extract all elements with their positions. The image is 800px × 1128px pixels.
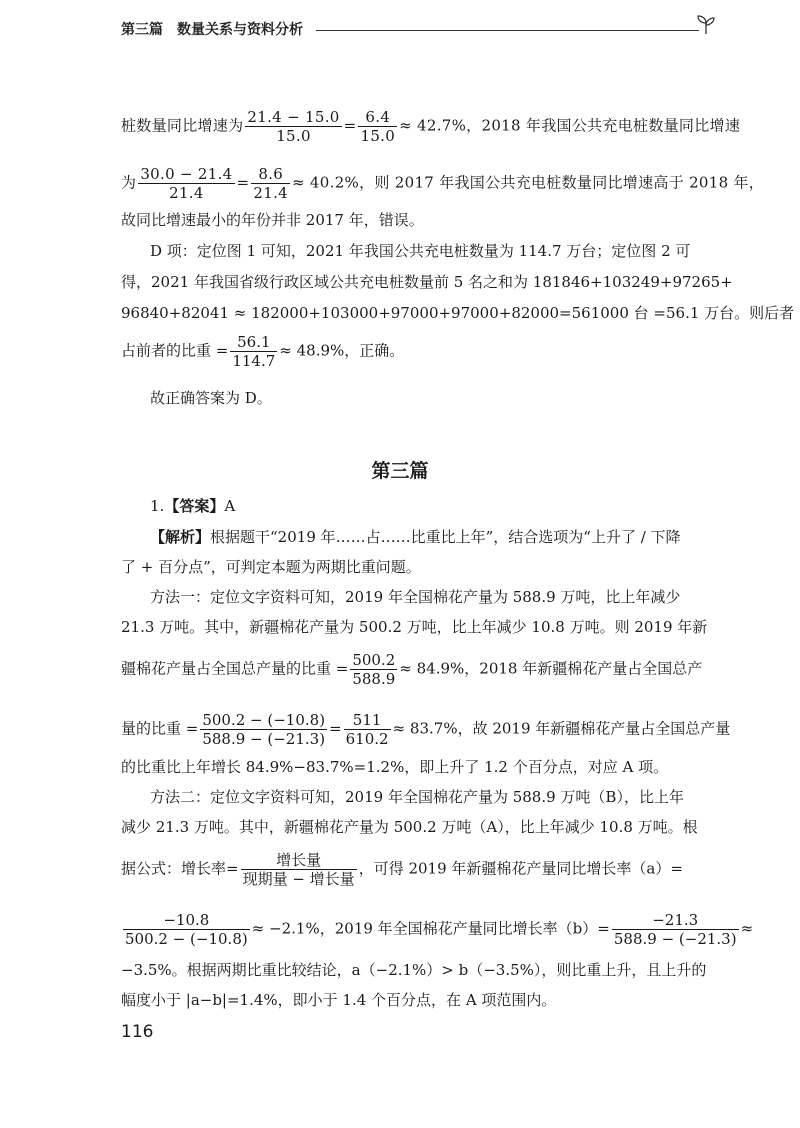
fraction-denominator: 588.9 − (−21.3)	[613, 930, 737, 948]
text-line	[121, 333, 404, 370]
fraction-numerator: −21.3	[652, 911, 699, 929]
fraction	[358, 108, 397, 145]
analysis-label: 【解析】	[150, 528, 211, 546]
text-run: =	[343, 116, 357, 135]
text-run: 为	[121, 173, 137, 192]
text-line: 故正确答案为 D。	[150, 389, 272, 407]
text-run: ≈	[740, 919, 754, 938]
header-rule	[316, 30, 699, 31]
fraction-numerator: 500.2 − (−10.8)	[202, 711, 326, 729]
text-line	[121, 851, 683, 888]
text-run: 根据题干“2019 年……占……比重比上年”，结合选项为“上升了 / 下降	[210, 528, 681, 546]
running-header-text	[121, 19, 303, 39]
page-number: 116	[121, 1022, 154, 1042]
answer-line	[150, 496, 235, 516]
text-line	[150, 527, 681, 547]
text-run: 量的比重 =	[121, 719, 199, 738]
fraction	[251, 165, 290, 202]
text-line	[121, 711, 730, 748]
header-title: 数量关系与资料分析	[177, 22, 303, 38]
text-line: 幅度小于 |a−b|=1.4%，即小于 1.4 个百分点，在 A 项范围内。	[121, 991, 557, 1009]
text-line: 的比重比上年增长 84.9%−83.7%=1.2%，即上升了 1.2 个百分点，对应 A 项。	[121, 758, 669, 776]
fraction-denominator: 21.4	[138, 183, 234, 202]
fraction	[230, 333, 277, 370]
fraction-denominator: 现期量 − 增长量	[242, 870, 355, 888]
text-line	[121, 651, 702, 688]
text-run: ≈ 42.7%，2018 年我国公共充电桩数量同比增速	[399, 116, 741, 135]
text-line: 21.3 万吨。其中，新疆棉花产量为 500.2 万吨，比上年减少 10.8 万吨。则 2019 年新	[121, 618, 708, 636]
text-run: =	[236, 173, 250, 192]
fraction-numerator: 6.4	[365, 108, 391, 126]
running-header	[121, 17, 721, 47]
answer-value: A	[224, 497, 236, 515]
sprout-icon	[695, 13, 717, 35]
fraction	[245, 108, 341, 145]
text-line: 了 + 百分点”，可判定本题为两期比重问题。	[121, 558, 421, 576]
text-line: 减少 21.3 万吨。其中，新疆棉花产量为 500.2 万吨（A），比上年减少 10.8 万吨。根	[121, 818, 698, 836]
fraction-numerator: 56.1	[237, 333, 271, 351]
fraction-numerator: 8.6	[258, 165, 284, 183]
text-line	[121, 108, 740, 145]
text-run: 据公式：增长率=	[121, 859, 239, 878]
text-run: 占前者的比重 =	[121, 341, 229, 360]
fraction-denominator: 588.9	[352, 670, 396, 688]
fraction	[138, 165, 234, 202]
fraction-denominator: 588.9 − (−21.3)	[202, 730, 326, 748]
text-line	[121, 165, 764, 202]
text-line: 故同比增速最小的年份并非 2017 年，错误。	[121, 211, 424, 229]
fraction	[612, 911, 739, 948]
fraction-numerator: −10.8	[163, 911, 210, 929]
fraction-denominator: 15.0	[360, 127, 396, 145]
text-run: ≈ 84.9%，2018 年新疆棉花产量占全国总产	[399, 659, 703, 678]
text-run: =	[329, 719, 342, 738]
text-line: 96840+82041 ≈ 182000+103000+97000+97000+82000=561000 台 =56.1 万台。则后者	[121, 304, 795, 322]
text-run: ≈ 83.7%，故 2019 年新疆棉花产量占全国总产量	[392, 719, 731, 738]
text-line	[121, 911, 753, 948]
text-run: ≈ 40.2%，则 2017 年我国公共充电桩数量同比增速高于 2018 年，	[292, 173, 765, 192]
fraction	[344, 711, 391, 748]
text-line: D 项：定位图 1 可知，2021 年我国公共充电桩数量为 114.7 万台；定位图 2 可	[150, 242, 691, 260]
header-part: 第三篇	[121, 22, 163, 38]
fraction	[123, 911, 250, 948]
fraction	[350, 651, 397, 688]
answer-label: 【答案】	[164, 497, 225, 515]
text-line: 得，2021 年我国省级行政区域公共充电桩数量前 5 名之和为 181846+103249+97265+	[121, 273, 733, 291]
text-run: 桩数量同比增速为	[121, 116, 244, 135]
section-title: 第三篇	[371, 460, 429, 482]
fraction-denominator: 21.4	[253, 184, 288, 202]
text-run: ≈ 48.9%，正确。	[279, 341, 405, 360]
fraction	[241, 851, 357, 888]
fraction-denominator: 114.7	[232, 352, 276, 370]
question-number: 1.	[150, 497, 165, 515]
fraction-denominator: 610.2	[345, 730, 389, 748]
text-line: 方法一：定位文字资料可知，2019 年全国棉花产量为 588.9 万吨，比上年减少	[150, 588, 681, 606]
text-run: ，可得 2019 年新疆棉花产量同比增长率（a）=	[358, 859, 683, 878]
fraction-denominator: 500.2 − (−10.8)	[125, 930, 248, 948]
fraction	[200, 711, 327, 748]
text-line: −3.5%。根据两期比重比较结论，a（−2.1%）> b（−3.5%），则比重上升，且上升的	[121, 961, 707, 979]
fraction-numerator: 500.2	[352, 651, 396, 669]
fraction-numerator: 增长量	[276, 851, 322, 869]
fraction-numerator: 511	[352, 711, 382, 729]
fraction-numerator: 21.4 − 15.0	[247, 108, 340, 126]
fraction-denominator: 15.0	[245, 126, 341, 145]
text-run: 疆棉花产量占全国总产量的比重 =	[121, 659, 349, 678]
text-run: ≈ −2.1%，2019 年全国棉花产量同比增长率（b）=	[251, 919, 610, 938]
fraction-numerator: 30.0 − 21.4	[140, 165, 233, 183]
text-line: 方法二：定位文字资料可知，2019 年全国棉花产量为 588.9 万吨（B），比上年	[150, 788, 684, 806]
